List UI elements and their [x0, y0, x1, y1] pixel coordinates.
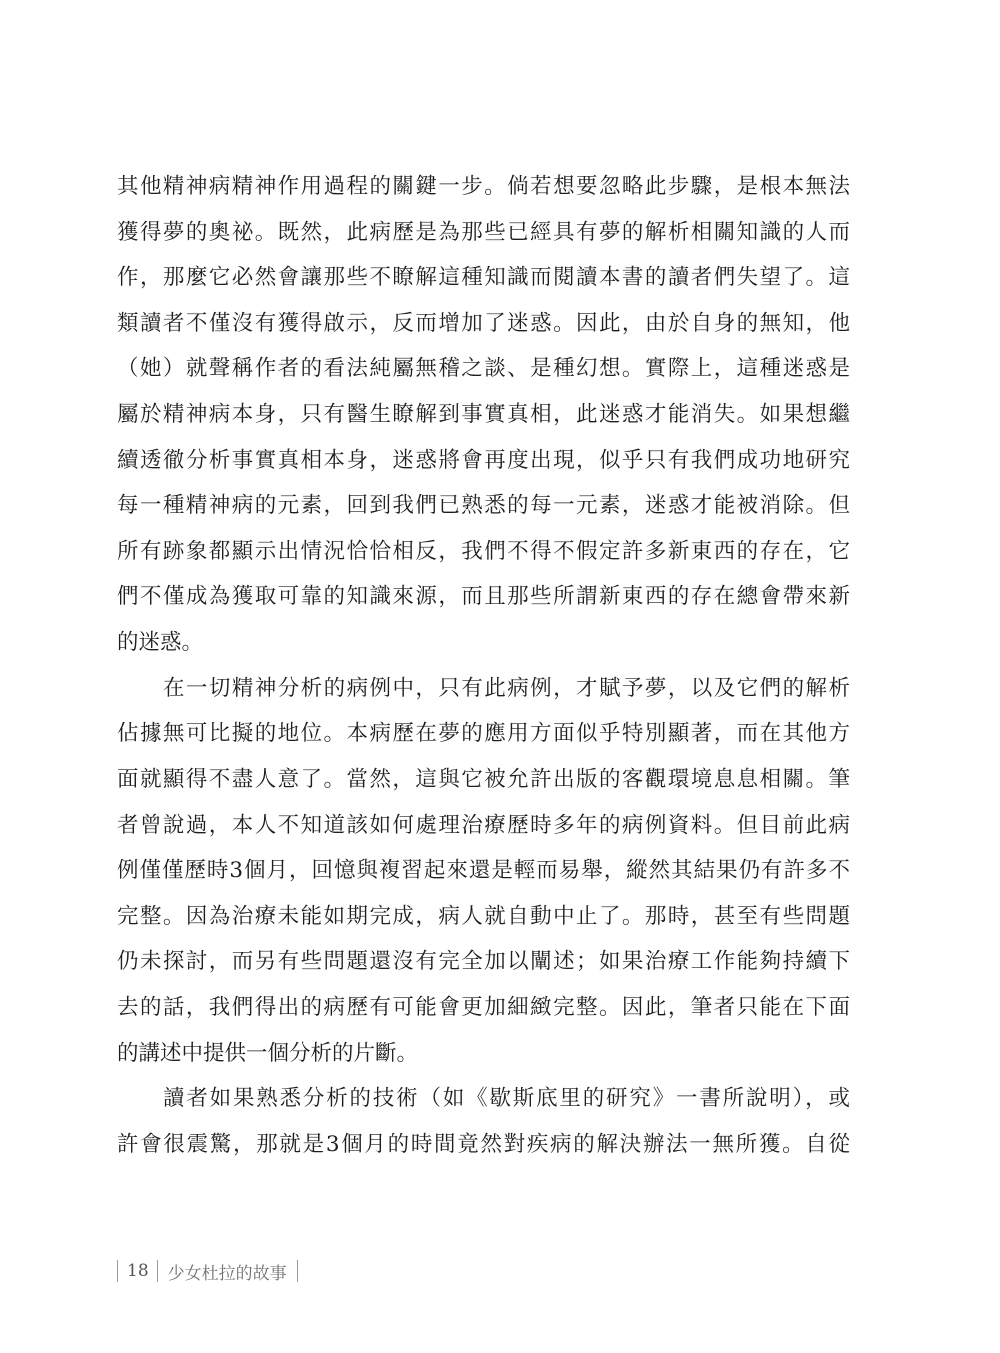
- text-line: 獲得夢的奧祕。既然，此病歷是為那些已經具有夢的解析相關知識的人而: [117, 219, 850, 245]
- text-line: 去的話，我們得出的病歷有可能會更加細緻完整。因此，筆者只能在下面: [117, 994, 850, 1020]
- text-line: 完整。因為治療未能如期完成，病人就自動中止了。那時，甚至有些問題: [117, 903, 850, 929]
- paragraph: [117, 164, 850, 666]
- text-line: 續透徹分析事實真相本身，迷惑將會再度出現，似乎只有我們成功地研究: [117, 447, 850, 473]
- book-title: 少女杜拉的故事: [167, 1263, 287, 1284]
- footer-divider: [297, 1260, 298, 1282]
- text-line: 的迷惑。: [117, 630, 204, 656]
- text-line: 作，那麼它必然會讓那些不瞭解這種知識而閱讀本書的讀者們失望了。這: [117, 265, 850, 291]
- body-text: [117, 164, 850, 1167]
- text-line: 仍未探討，而另有些問題還沒有完全加以闡述；如果治療工作能夠持續下: [117, 949, 850, 975]
- text-line: 們不僅成為獲取可靠的知識來源，而且那些所謂新東西的存在總會帶來新: [117, 584, 850, 610]
- page-footer: [117, 1259, 298, 1283]
- text-line: 所有跡象都顯示出情況恰恰相反，我們不得不假定許多新東西的存在，它: [117, 538, 850, 564]
- text-line: 的講述中提供一個分析的片斷。: [117, 1040, 419, 1066]
- text-line: 每一種精神病的元素，回到我們已熟悉的每一元素，迷惑才能被消除。但: [117, 493, 850, 519]
- text-line: 者曾說過，本人不知道該如何處理治療歷時多年的病例資料。但目前此病: [117, 812, 850, 838]
- text-line: 讀者如果熟悉分析的技術（如《歇斯底里的研究》一書所說明），或: [163, 1086, 850, 1112]
- text-line: 在一切精神分析的病例中，只有此病例，才賦予夢，以及它們的解析: [163, 675, 850, 701]
- text-line: 其他精神病精神作用過程的關鍵一步。倘若想要忽略此步驟，是根本無法: [117, 174, 850, 199]
- text-line: 類讀者不僅沒有獲得啟示，反而增加了迷惑。因此，由於自身的無知，他: [117, 310, 850, 336]
- text-line: 例僅僅歷時3個月，回憶與複習起來還是輕而易舉，縱然其結果仍有許多不: [117, 858, 850, 884]
- text-line: （她）就聲稱作者的看法純屬無稽之談、是種幻想。實際上，這種迷惑是: [117, 356, 850, 382]
- text-line: 佔據無可比擬的地位。本病歷在夢的應用方面似乎特別顯著，而在其他方: [117, 721, 850, 747]
- page-number: 18: [127, 1261, 149, 1281]
- text-line: 屬於精神病本身，只有醫生瞭解到事實真相，此迷惑才能消失。如果想繼: [117, 402, 850, 428]
- text-line: 面就顯得不盡人意了。當然，這與它被允許出版的客觀環境息息相關。筆: [117, 766, 850, 792]
- text-line: 許會很震驚，那就是3個月的時間竟然對疾病的解決辦法一無所獲。自從: [117, 1131, 850, 1157]
- paragraph: [117, 1076, 850, 1167]
- paragraph: [117, 666, 850, 1076]
